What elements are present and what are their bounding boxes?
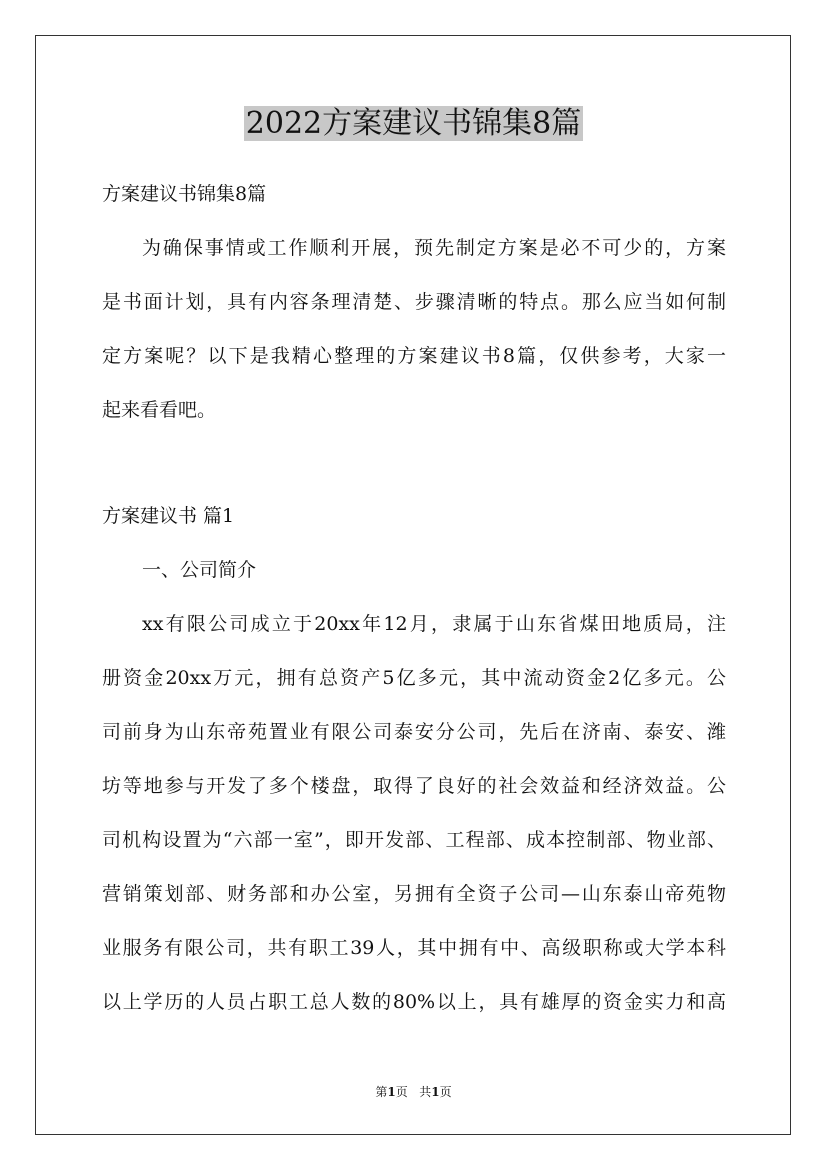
intro-line: 起来看看吧。 (102, 399, 217, 421)
document-subtitle: 方案建议书锦集8篇 (102, 183, 267, 205)
document-title (0, 104, 827, 144)
body-line: 司机构设置为“六部一室”，即开发部、工程部、成本控制部、物业部、 (102, 829, 726, 851)
page-suffix: 页 (395, 1085, 408, 1099)
body-line: 坊等地参与开发了多个楼盘，取得了良好的社会效益和经济效益。公 (102, 775, 726, 797)
intro-line: 为确保事情或工作顺利开展，预先制定方案是必不可少的，方案 (142, 237, 726, 259)
body-line: 册资金20xx万元，拥有总资产5亿多元，其中流动资金2亿多元。公 (102, 667, 726, 689)
page-number: 1 (387, 1085, 396, 1099)
body-line: 业服务有限公司，共有职工39人，其中拥有中、高级职称或大学本科 (102, 937, 726, 959)
body-line: 司前身为山东帝苑置业有限公司泰安分公司，先后在济南、泰安、潍 (102, 721, 726, 743)
paragraph-spacer (102, 444, 726, 496)
document-title-text: 2022方案建议书锦集8篇 (245, 106, 582, 141)
subsection-heading: 一、公司简介 (142, 559, 257, 581)
body-line: 营销策划部、财务部和办公室，另拥有全资子公司—山东泰山帝苑物 (102, 883, 726, 905)
intro-line: 定方案呢？以下是我精心整理的方案建议书8篇，仅供参考，大家一 (102, 345, 726, 367)
page-prefix: 第 (375, 1085, 388, 1099)
total-suffix: 页 (439, 1085, 452, 1099)
total-prefix: 共 (419, 1085, 432, 1099)
section-heading: 方案建议书 篇1 (102, 505, 235, 527)
document-body (102, 174, 726, 1036)
body-line: xx有限公司成立于20xx年12月，隶属于山东省煤田地质局，注 (142, 613, 726, 635)
body-line: 以上学历的人员占职工总人数的80%以上，具有雄厚的资金实力和高 (102, 991, 726, 1013)
intro-line: 是书面计划，具有内容条理清楚、步骤清晰的特点。那么应当如何制 (102, 291, 726, 313)
total-pages: 1 (431, 1085, 440, 1099)
page-footer (0, 1083, 827, 1101)
